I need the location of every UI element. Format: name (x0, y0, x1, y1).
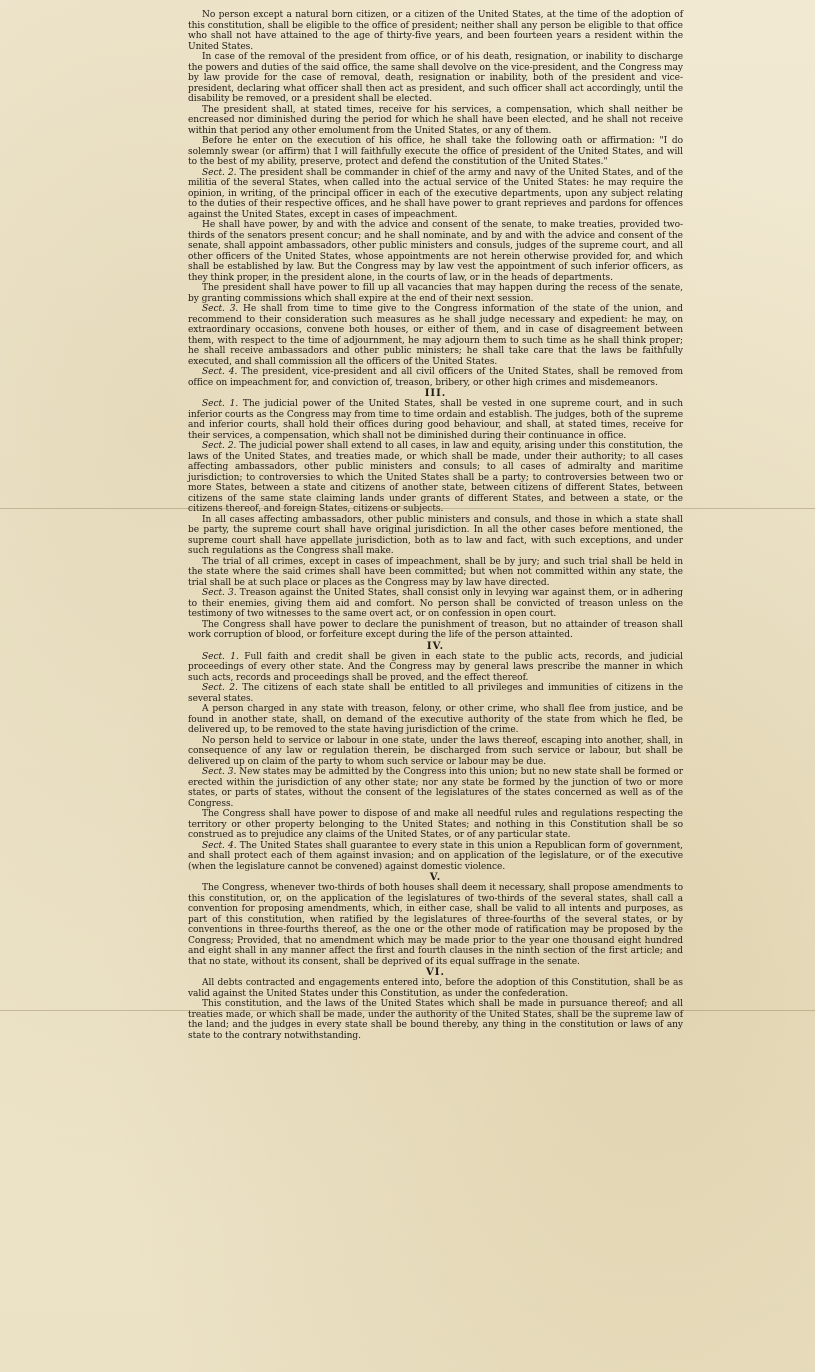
article-heading: IV. (426, 640, 445, 652)
section-label: Sect. 1. (202, 651, 239, 662)
paragraph-text: In all cases affecting ambassadors, other public ministers and consuls, and those in which a state shall be party, the supreme court shall have original jurisdiction. In all the other cases before mentioned, the supreme court shall have appellate jurisdiction, both as to law and fact, with such exceptions, and under such regulations as the Congress shall make. (188, 514, 683, 556)
constitution-paragraph (188, 999, 683, 1041)
section-label: Sect. 4. (202, 840, 237, 851)
paragraph-text: All debts contracted and engagements entered into, before the adoption of this Constitution, shall be as valid against the United States under this Constitution, as under the confederation. (188, 978, 683, 999)
paragraph-text: In case of the removal of the president from office, or of his death, resignation, or inability to discharge the powers and duties of the said office, the same shall devolve on the vice-president, and the Congress may by law provide for the case of removal, death, resignation or inability, both of the president and vice-president, declaring what officer shall then act as president, and such officer shall act accordingly, until the disability be removed, or a president shall be elected. (188, 52, 683, 104)
constitution-paragraph (188, 704, 683, 736)
section-label: Sect. 3. (202, 767, 237, 777)
paragraph-text: The president shall be commander in chief of the army and navy of the United States, and of the militia of the several States, when called into the actual service of the United States: he may require the opinion, in writing, of the principal officer in each of the executive departments, upon any subject relating to the duties of their respective offices, and he shall have power to grant reprieves and pardons for offences against the United States, except in cases of impeachment. (188, 167, 683, 220)
constitution-paragraph (188, 515, 683, 557)
constitution-paragraph (188, 978, 683, 999)
paper-fold-line (0, 508, 815, 509)
paragraph-text: The Congress shall have power to declare the punishment of treason, but no attainder of treason shall work corruption of blood, or forfeiture except during the life of the person attainted. (188, 619, 683, 640)
section-label: Sect. 4. (202, 367, 238, 377)
section-label: Sect. 1. (202, 399, 239, 409)
constitution-paragraph (188, 105, 683, 137)
paragraph-text: The judicial power shall extend to all cases, in law and equity, arising under this constitution, the laws of the United States, and treaties made, or which shall be made, under their authority; to all cases affecting ambassadors, other public ministers and consuls; to all cases of admiralty and maritime jurisdiction; to controversies to which the United States shall be a party; to controversies between two or more States, between a state and citizens of another state, between citizens of different States, between citizens of the same state claiming lands under grants of different States, and between a state, or the citizens thereof, and foreign States, citizens or subjects. (188, 441, 683, 514)
paragraph-text: A person charged in any state with treason, felony, or other crime, who shall flee from justice, and be found in another state, shall, on demand of the executive authority of the state from which he fled, be delivered up, to be removed to the state having jurisdiction of the crime. (188, 704, 683, 735)
paragraph-text: The trial of all crimes, except in cases of impeachment, shall be by jury; and such trial shall be held in the state where the said crimes shall have been committed; but when not committed within any state, the trial shall be at such place or places as the Congress may by law have directed. (188, 556, 683, 588)
section-label: Sect. 2. (202, 441, 237, 451)
document-body (188, 10, 683, 1041)
paragraph-text: He shall have power, by and with the advice and consent of the senate, to make treaties, provided two-thirds of the senators present concur; and he shall nominate, and by and with the advice and consent of the senate, shall appoint ambassadors, other public ministers and consuls, judges of the supreme court, and all other officers of the United States, whose appointments are not herein otherwise provided for, and which shall be established by law. But the Congress may by law vest the appointment of such inferior officers, as they think proper, in the president alone, in the courts of law, or in the heads of departments. (188, 220, 683, 283)
constitution-paragraph (188, 683, 683, 704)
section-label: Sect. 3. (202, 304, 239, 314)
constitution-paragraph (188, 220, 683, 283)
constitution-paragraph (188, 736, 683, 768)
section-label: Sect. 2. (202, 683, 238, 693)
paragraph-text: No person except a natural born citizen, or a citizen of the United States, at the time of the adoption of this constitution, shall be eligible to the office of president; neither shall any person be eligible to that office who shall not have attained to the age of thirty-five years, and been fourteen years a resident within the United States. (188, 10, 683, 52)
paragraph-text: Treason against the United States, shall consist only in levying war against them, or in adhering to their enemies, giving them aid and comfort. No person shall be convicted of treason unless on the testimony of two witnesses to the same overt act, or on confession in open court. (188, 588, 683, 619)
constitution-paragraph (188, 883, 683, 967)
paragraph-text: The Congress, whenever two-thirds of both houses shall deem it necessary, shall propose amendments to this constitution, or, on the application of the legislatures of two-thirds of the several states, shall call a convention for proposing amendments, which, in either case, shall be valid to all intents and purposes, as part of this constitution, when ratified by the legislatures of three-fourths of the several states, or by conventions in three-fourths thereof, as the one or the other mode of ratification may be proposed by the Congress; Provided, that no amendment which may be made prior to the year one thousand eight hundred and eight shall in any manner affect the first and fourth clauses in the ninth section of the first article; and that no state, without its consent, shall be deprived of its equal suffrage in the senate. (188, 883, 683, 967)
constitution-paragraph (188, 588, 683, 620)
constitution-paragraph (188, 767, 683, 809)
constitution-paragraph (188, 10, 683, 52)
section-label: Sect. 2. (202, 167, 237, 178)
constitution-paragraph (188, 557, 683, 589)
paragraph-text: No person held to service or labour in one state, under the laws thereof, escaping into another, shall, in consequence of any law or regulation therein, be discharged from such service or labour, but shall be delivered up on claim of the party to whom such service or labour may be due. (188, 735, 683, 767)
paragraph-text: Before he enter on the execution of his office, he shall take the following oath or affirmation: "I do solemnly swear (or affirm) that I will faithfully execute the office of president of the United States, and will to the best of my ability, preserve, protect and defend the constitution of the United States." (188, 136, 683, 167)
article-heading: VI. (426, 967, 445, 978)
constitution-paragraph (188, 283, 683, 304)
article-heading: III. (424, 388, 447, 399)
constitution-paragraph (188, 620, 683, 641)
paragraph-text: He shall from time to time give to the Congress information of the state of the union, and recommend to their consideration such measures as he shall judge necessary and expedient: he may, on extraordinary occasions, convene both houses, or either of them, and in case of disagreement between them, with respect to the time of adjournment, he may adjourn them to such time as he shall think proper; he shall receive ambassadors and other public ministers; he shall take care that the laws be faithfully executed, and shall commission all the officers of the United States. (188, 304, 683, 367)
paragraph-text: The president, vice-president and all civil officers of the United States, shall be removed from office on impeachment for, and conviction of, treason, bribery, or other high crimes and misdemeanors. (188, 367, 683, 388)
constitution-paragraph (188, 52, 683, 105)
paragraph-text: The judicial power of the United States, shall be vested in one supreme court, and in such inferior courts as the Congress may from time to time ordain and establish. The judges, both of the supreme and inferior courts, shall hold their offices during good behaviour, and shall, at stated times, receive for their services, a compensation, which shall not be diminished during their continuance in office. (188, 399, 683, 441)
constitution-paragraph (188, 841, 683, 873)
constitution-paragraph (188, 809, 683, 841)
paper-fold-line (0, 1010, 815, 1011)
paragraph-text: The president shall have power to fill up all vacancies that may happen during the recess of the senate, by granting commissions which shall expire at the end of their next session. (188, 283, 683, 304)
constitution-paragraph (188, 441, 683, 515)
constitution-paragraph (188, 652, 683, 684)
constitution-paragraph (188, 304, 683, 367)
paragraph-text: The citizens of each state shall be entitled to all privileges and immunities of citizens in the several states. (188, 683, 683, 704)
paragraph-text: The Congress shall have power to dispose of and make all needful rules and regulations respecting the territory or other property belonging to the United States; and nothing in this Constitution shall be so construed as to prejudice any claims of the United States, or of any particular state. (188, 809, 683, 840)
constitution-paragraph (188, 168, 683, 221)
constitution-paragraph (188, 367, 683, 388)
paragraph-text: This constitution, and the laws of the United States which shall be made in pursuance thereof; and all treaties made, or which shall be made, under the authority of the United States, shall be the supreme law of the land; and the judges in every state shall be bound thereby, any thing in the constitution or laws of any state to the contrary notwithstanding. (188, 999, 683, 1041)
constitution-paragraph (188, 399, 683, 441)
paragraph-text: The president shall, at stated times, receive for his services, a compensation, which shall neither be encreased nor diminished during the period for which he shall have been elected, and he shall not receive within that period any other emolument from the United States, or any of them. (188, 104, 683, 136)
paragraph-text: New states may be admitted by the Congress into this union; but no new state shall be formed or erected within the jurisdiction of any other state; nor any state be formed by the junction of two or more states, or parts of states, without the consent of the legislatures of the states concerned as well as of the Congress. (188, 767, 683, 809)
constitution-paragraph (188, 136, 683, 168)
paragraph-text: The United States shall guarantee to every state in this union a Republican form of government, and shall protect each of them against invasion; and on application of the legislature, or of the executive (when the legislature cannot be convened) against domestic violence. (188, 840, 683, 872)
article-heading: V. (429, 872, 442, 883)
paragraph-text: Full faith and credit shall be given in each state to the public acts, records, and judicial proceedings of every other state. And the Congress may by general laws prescribe the manner in which such acts, records and proceedings shall be proved, and the effect thereof. (188, 651, 684, 683)
section-label: Sect. 3. (202, 588, 237, 598)
